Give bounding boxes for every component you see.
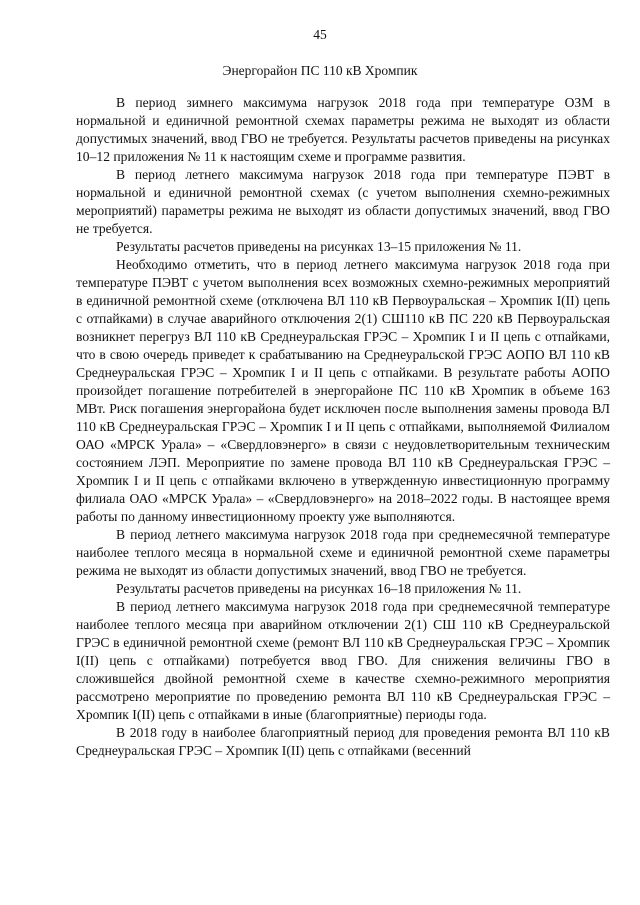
body-text bbox=[76, 94, 610, 760]
paragraph: В период летнего максимума нагрузок 2018 года при температуре ПЭВТ в нормальной и единичной ремонтной схемах (с учетом выполнения схемно-режимных мероприятий) параметры режима не выходят из области допустимых значений, ввод ГВО не требуется. bbox=[76, 167, 610, 236]
paragraph: В 2018 году в наиболее благоприятный период для проведения ремонта ВЛ 110 кВ Среднеуральская ГРЭС – Хромпик I(II) цепь с отпайками (весенний bbox=[76, 725, 610, 758]
paragraph: В период летнего максимума нагрузок 2018 года при среднемесячной температуре наиболее теплого месяца при аварийном отключении 2(1) СШ 110 кВ Среднеуральской ГРЭС в единичной ремонтной схеме (ремонт ВЛ 110 кВ Среднеуральская ГРЭС – Хромпик I(II) цепь с отпайками) потребуется ввод ГВО. Для снижения величины ГВО в сложившейся двойной ремонтной схеме в качестве схемно-режимного мероприятия рассмотрено мероприятие по проведению ремонта ВЛ 110 кВ Среднеуральская ГРЭС – Хромпик I(II) цепь с отпайками в иные (благоприятные) периоды года. bbox=[76, 599, 610, 722]
page-number: 45 bbox=[313, 27, 327, 42]
paragraph: Необходимо отметить, что в период летнего максимума нагрузок 2018 года при температуре ПЭВТ с учетом выполнения всех возможных схемно-режимных мероприятий в единичной ремонтной схеме (отключена ВЛ 110 кВ Первоуральская – Хромпик I(II) цепь с отпайками) в случае аварийного отключения 2(1) СШ110 кВ ПС 220 кВ Первоуральская возникнет перегруз ВЛ 110 кВ Среднеуральская ГРЭС – Хромпик I и II цепь с отпайками, что в свою очередь приведет к срабатыванию на Среднеуральской ГРЭС АОПО ВЛ 110 кВ Среднеуральская ГРЭС – Хромпик I и II цепь с отпайками. В результате работы АОПО произойдет погашение потребителей в энергорайоне ПС 110 кВ Хромпик в объеме 163 МВт. Риск погашения энергорайона будет исключен после выполнения замены провода ВЛ 110 кВ Среднеуральская ГРЭС – Хромпик I и II цепь с отпайками, выполняемой Филиалом ОАО «МРСК Урала» – «Свердловэнерго» в связи с неудовлетворительным техническим состоянием ЛЭП. Мероприятие по замене провода ВЛ 110 кВ Среднеуральская ГРЭС – Хромпик I и II цепь с отпайками включено в утвержденную инвестиционную программу филиала ОАО «МРСК Урала» – «Свердловэнерго» на 2018–2022 годы. В настоящее время работы по данному инвестиционному проекту уже выполняются. bbox=[76, 257, 610, 524]
paragraph: В период летнего максимума нагрузок 2018 года при среднемесячной температуре наиболее теплого месяца в нормальной схеме и единичной ремонтной схеме параметры режима не выходят из области допустимых значений, ввод ГВО не требуется. bbox=[76, 527, 610, 578]
paragraph: Результаты расчетов приведены на рисунках 13–15 приложения № 11. bbox=[116, 239, 522, 254]
paragraph: В период зимнего максимума нагрузок 2018 года при температуре ОЗМ в нормальной и единичной ремонтной схемах параметры режима не выходят из области допустимых значений, ввод ГВО не требуется. Результаты расчетов приведены на рисунках 10–12 приложения № 11 к настоящим схеме и программе развития. bbox=[76, 95, 610, 164]
section-title: Энергорайон ПС 110 кВ Хромпик bbox=[222, 63, 418, 78]
paragraph: Результаты расчетов приведены на рисунках 16–18 приложения № 11. bbox=[116, 581, 522, 596]
